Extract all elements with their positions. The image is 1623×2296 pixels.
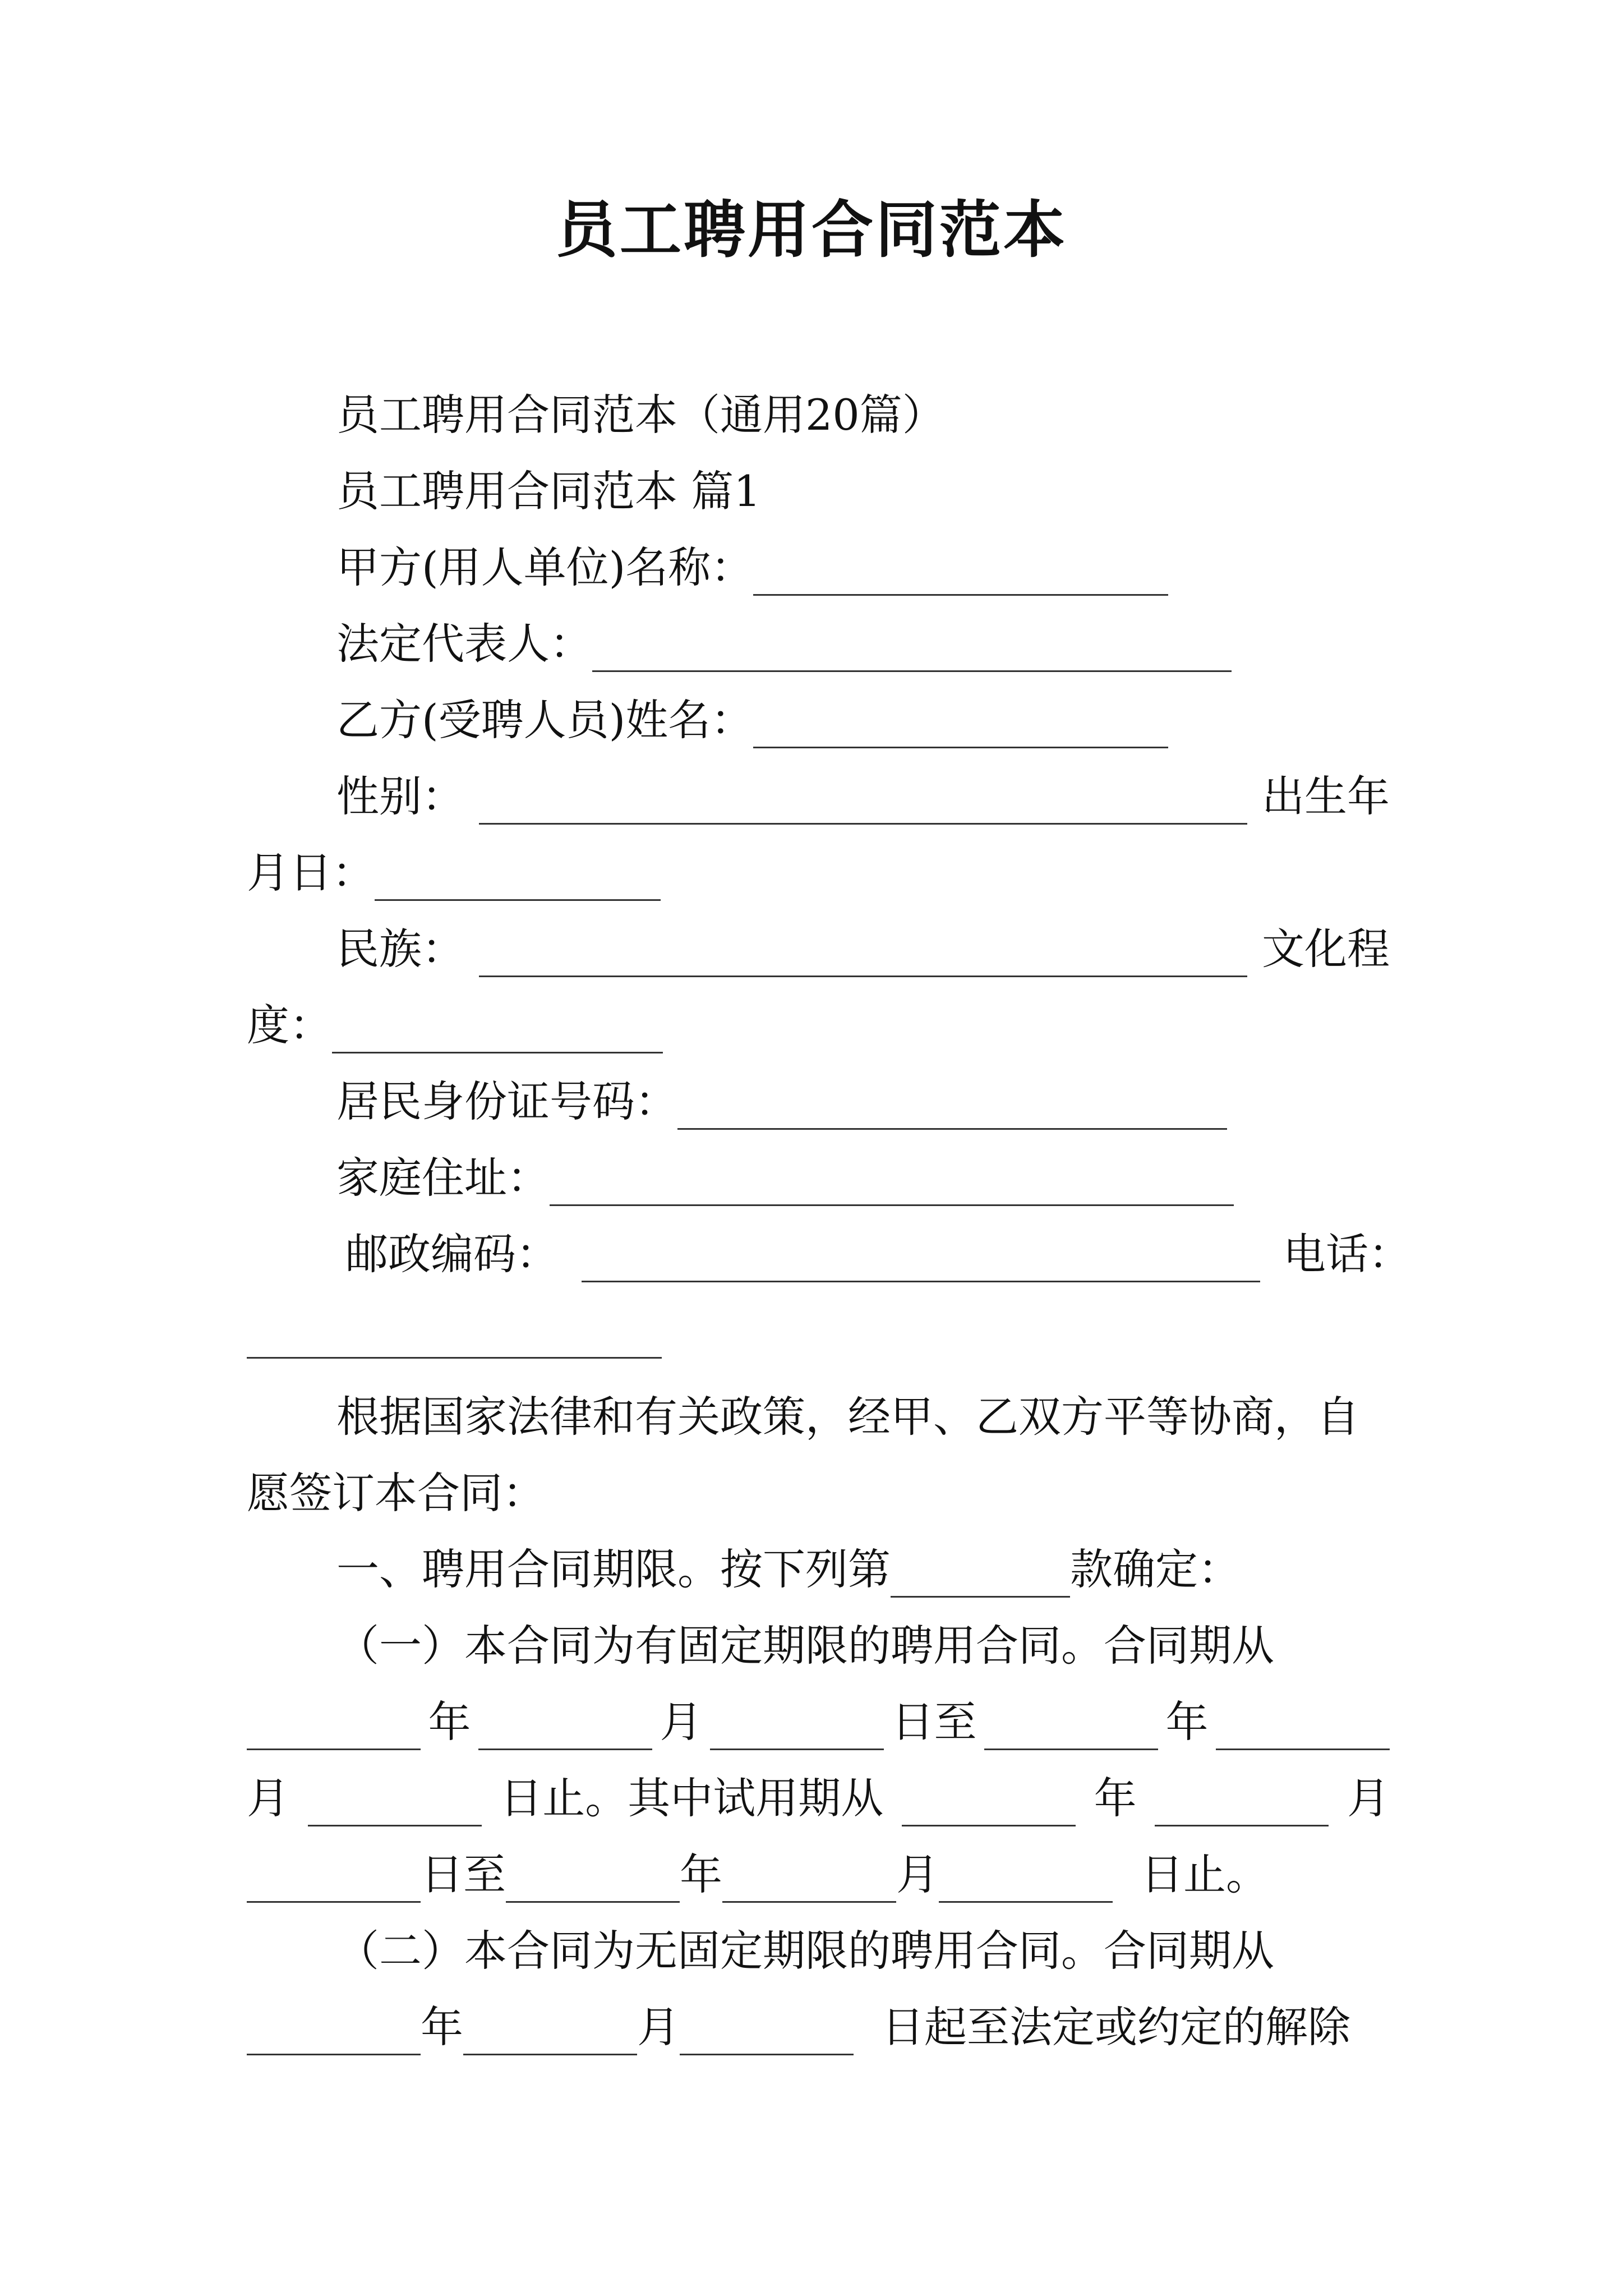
term-1-line-1: [336, 1618, 1390, 1674]
year-label: 年: [1094, 1773, 1137, 1823]
month-label: 月: [637, 2002, 680, 2052]
year-label: 年: [428, 1697, 471, 1747]
year-label: 年: [421, 2002, 463, 2052]
party-b-name-blank: [753, 692, 1168, 748]
legal-rep-row: [336, 616, 1232, 672]
phone-row: [247, 1303, 662, 1359]
intro-line-1: 根据国家法律和有关政策，经甲、乙双方平等协商，自: [336, 1392, 1359, 1442]
id-number-label: 居民身份证号码：: [336, 1076, 677, 1126]
phone-blank: [247, 1303, 662, 1359]
birth-label-part2: 月日：: [247, 848, 375, 898]
open-start-year-blank: [247, 1999, 421, 2055]
trial-end-month-blank: [722, 1847, 896, 1903]
birth-row: [247, 845, 661, 901]
term-2-text: （二）本合同为无固定期限的聘用合同。合同期从: [336, 1926, 1274, 1976]
postcode-row: [345, 1226, 1411, 1282]
trial-end-day-blank: [939, 1847, 1113, 1903]
gender-row: [336, 769, 1390, 825]
open-start-month-blank: [463, 1999, 637, 2055]
term-1-text: （一）本合同为有固定期限的聘用合同。合同期从: [336, 1621, 1274, 1671]
clause-1-row: [336, 1542, 1241, 1598]
legal-rep-label: 法定代表人：: [336, 619, 592, 669]
year-label: 年: [1165, 1697, 1209, 1747]
day-to-label: 日至: [891, 1697, 977, 1747]
start-day-blank: [710, 1694, 884, 1750]
id-number-blank: [677, 1074, 1227, 1130]
day-to-label: 日至: [421, 1849, 506, 1899]
birth-blank: [375, 845, 661, 901]
trial-label: 日止。其中试用期从: [500, 1773, 884, 1823]
address-blank: [550, 1150, 1234, 1206]
intro-line-2: 愿签订本合同：: [247, 1468, 545, 1518]
section-heading: 员工聘用合同范本 篇1: [336, 466, 761, 516]
clause-1-suffix: 款确定：: [1070, 1544, 1241, 1594]
postcode-blank: [582, 1226, 1260, 1282]
phone-label: 电话：: [1283, 1229, 1411, 1279]
party-a-name-blank: [753, 540, 1168, 596]
month-label: 月: [247, 1773, 289, 1823]
term-1-line-4: [247, 1847, 1269, 1903]
month-label: 月: [896, 1849, 939, 1899]
term-2-line-2: [247, 1999, 1350, 2055]
trial-start-month-blank: [1155, 1770, 1329, 1826]
party-a-name-label: 甲方(用人单位)名称：: [336, 542, 754, 592]
gender-label: 性别：: [336, 771, 464, 821]
id-number-row: [336, 1074, 1227, 1130]
day-end-label: 日止。: [1141, 1849, 1269, 1899]
party-b-row: [336, 692, 1168, 748]
start-month-blank: [478, 1694, 652, 1750]
term-1-line-3: [247, 1770, 1390, 1826]
legal-rep-blank: [592, 616, 1232, 672]
month-label: 月: [660, 1697, 703, 1747]
start-year-blank: [247, 1694, 421, 1750]
clause-1-prefix: 一、聘用合同期限。按下列第: [336, 1544, 891, 1594]
ethnicity-row: [336, 921, 1390, 977]
term-2-end-text: 日起至法定或约定的解除: [882, 2002, 1350, 2052]
subtitle: 员工聘用合同范本（通用20篇）: [336, 390, 945, 440]
education-blank: [332, 997, 663, 1053]
education-label-part1: 文化程: [1262, 924, 1390, 974]
term-1-line-2: [247, 1694, 1390, 1750]
document-title: 员工聘用合同范本: [556, 194, 1067, 266]
trial-start-day-blank: [247, 1847, 421, 1903]
open-start-day-blank: [680, 1999, 854, 2055]
gender-blank: [479, 769, 1247, 825]
term-2-line-1: [336, 1923, 1390, 1979]
end-month-blank: [1216, 1694, 1390, 1750]
party-a-row: [336, 540, 1168, 596]
address-row: [336, 1150, 1234, 1206]
month-label: 月: [1347, 1773, 1390, 1823]
education-row: [247, 997, 663, 1053]
party-b-name-label: 乙方(受聘人员)姓名：: [336, 695, 754, 745]
ethnicity-label: 民族：: [336, 924, 464, 974]
education-label-part2: 度：: [247, 1000, 332, 1050]
postcode-label: 邮政编码：: [345, 1229, 559, 1279]
address-label: 家庭住址：: [336, 1153, 550, 1203]
year-label: 年: [680, 1849, 722, 1899]
trial-end-year-blank: [506, 1847, 680, 1903]
end-year-blank: [984, 1694, 1158, 1750]
clause-1-blank: [891, 1542, 1070, 1598]
trial-start-year-blank: [902, 1770, 1076, 1826]
ethnicity-blank: [479, 921, 1247, 977]
birth-label-part1: 出生年: [1262, 771, 1390, 821]
end-day-blank: [308, 1770, 482, 1826]
